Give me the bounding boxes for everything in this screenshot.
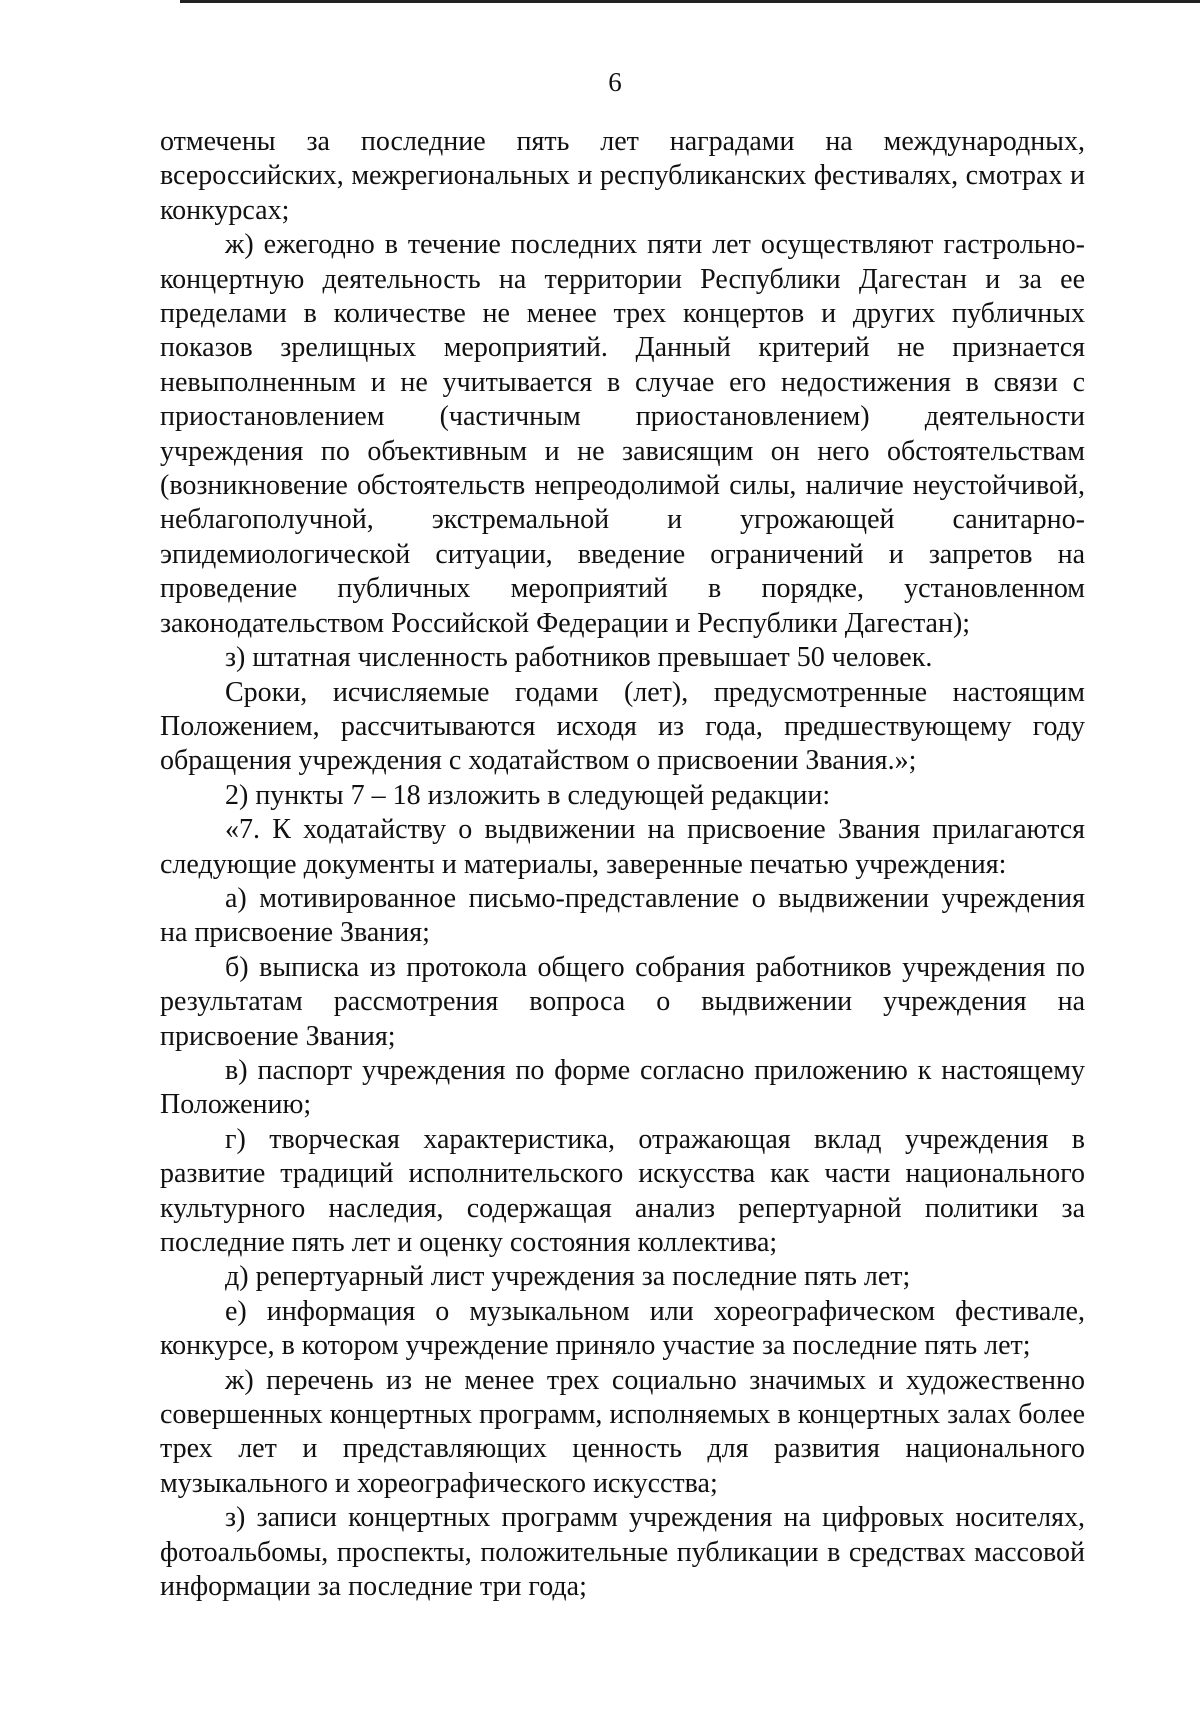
paragraph-item-v: в) паспорт учреждения по форме согласно приложению к настоящему Положению;: [160, 1054, 1085, 1121]
paragraph-item-zh-2: ж) перечень из не менее трех социально значимых и художественно совершенных концертных программ, исполняемых в концертных залах более трех лет и представляющих ценность для развития национального музыкального и хореографического искусства;: [160, 1364, 1085, 1499]
paragraph-continuation: отмечены за последние пять лет наградами на международных, всероссийских, межрегиональных и республиканских фестивалях, смотрах и конкурсах;: [160, 126, 1085, 226]
paragraph-item-z-2: з) записи концертных программ учреждения на цифровых носителях, фотоальбомы, проспекты, положительные публикации в средствах массовой информации за последние три года;: [160, 1502, 1085, 1603]
page-number: 6: [608, 67, 622, 97]
paragraph-terms: Сроки, исчисляемые годами (лет), предусмотренные настоящим Положением, рассчитываются исходя из года, предшествующему году обращения учреждения с ходатайством о присвоении Звания.»;: [160, 676, 1085, 777]
paragraph-item-b: б) выписка из протокола общего собрания работников учреждения по результатам рассмотрения вопроса о выдвижении учреждения на присвоение Звания;: [160, 951, 1085, 1052]
document-body: [160, 125, 1085, 1604]
paragraph-item-a: а) мотивированное письмо-представление о выдвижении учреждения на присвоение Звания;: [160, 882, 1085, 949]
paragraph-item-d: д) репертуарный лист учреждения за последние пять лет;: [225, 1261, 911, 1293]
top-edge-line: [180, 0, 1200, 3]
paragraph-item-e: е) информация о музыкальном или хореографическом фестивале, конкурсе, в котором учреждение приняло участие за последние пять лет;: [160, 1295, 1085, 1362]
paragraph-item-zh: ж) ежегодно в течение последних пяти лет осуществляют гастрольно-концертную деятельность на территории Республики Дагестан и за ее пределами в количестве не менее трех концертов и других публичных показов зрелищных мероприятий. Данный критерий не признается невыполненным и не учитывается в случае его недостижения в связи с приостановлением (частичным приостановлением) деятельности учреждения по объективным и не зависящим он него обстоятельствам (возникновение обстоятельств непреодолимой силы, наличие неустойчивой, неблагополучной, экстремальной и угрожающей санитарно-эпидемиологической ситуации, введение ограничений и запретов на проведение публичных мероприятий в порядке, установленном законодательством Российской Федерации и Республики Дагестан);: [160, 229, 1085, 639]
paragraph-clause-7: «7. К ходатайству о выдвижении на присвоение Звания прилагаются следующие документы и материалы, заверенные печатью учреждения:: [160, 814, 1085, 880]
paragraph-item-g: г) творческая характеристика, отражающая вклад учреждения в развитие традиций исполнительского искусства как части национального культурного наследия, содержащая анализ репертуарной политики за последние пять лет и оценку состояния коллектива;: [160, 1123, 1085, 1258]
paragraph-amendment-2: 2) пункты 7 – 18 изложить в следующей редакции:: [225, 779, 831, 811]
paragraph-item-z: з) штатная численность работников превышает 50 человек.: [225, 642, 933, 674]
